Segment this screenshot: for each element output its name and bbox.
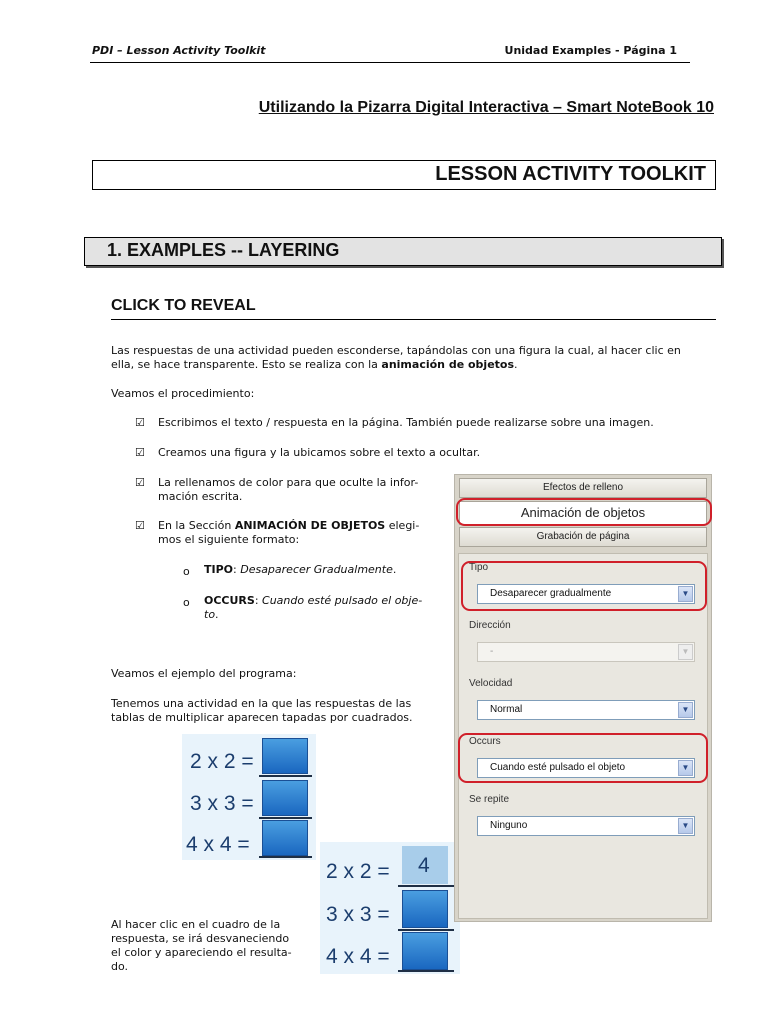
- answer-line: [259, 817, 312, 819]
- checkbox-icon: ☑: [135, 416, 145, 429]
- bullet-tipo: TIPO: Desaparecer Gradualmente.: [204, 563, 397, 576]
- closing-line-3: el color y apareciendo el resulta-: [111, 946, 292, 959]
- equation-3: 4 x 4 =: [326, 945, 390, 968]
- tile-covered: [182, 734, 316, 860]
- step-3-line-2: mación escrita.: [158, 490, 243, 503]
- highlight-ring-tipo: [461, 561, 707, 611]
- direccion-label: Dirección: [469, 620, 511, 631]
- header-rule: [90, 62, 690, 63]
- header-right: Unidad Examples - Página 1: [504, 44, 677, 57]
- bullet-occurs-line-1: OCCURS: Cuando esté pulsado el obje-: [204, 594, 423, 607]
- activity-line-2: tablas de multiplicar aparecen tapadas por cuadrados.: [111, 711, 413, 724]
- checkbox-icon: ☑: [135, 476, 145, 489]
- velocidad-select[interactable]: [477, 700, 695, 720]
- answer-cover-2[interactable]: [402, 890, 448, 928]
- section-box: [84, 237, 722, 266]
- intro-line-2: ella, se hace transparente. Esto se realiza con la animación de objetos.: [111, 358, 518, 371]
- highlight-ring-occurs: [458, 733, 708, 783]
- tab-page-recording[interactable]: Grabación de página: [459, 527, 707, 547]
- answer-cover-2[interactable]: [262, 780, 308, 816]
- answer-value: 4: [418, 854, 430, 877]
- repite-label: Se repite: [469, 794, 510, 805]
- tipo-value: Desaparecer gradualmente: [490, 588, 612, 599]
- equation-2: 3 x 3 =: [326, 903, 390, 926]
- repite-select[interactable]: [477, 816, 695, 836]
- highlight-ring-animation-tab: [456, 498, 712, 526]
- closing-line-4: do.: [111, 960, 129, 973]
- answer-cover-3[interactable]: [262, 820, 308, 856]
- checkbox-icon: ☑: [135, 519, 145, 532]
- page-title: LESSON ACTIVITY TOOLKIT: [435, 163, 706, 185]
- bullet-icon: o: [183, 565, 190, 578]
- subsection-rule: [111, 319, 716, 320]
- tile-revealed: [320, 842, 460, 974]
- answer-cover-1[interactable]: [262, 738, 308, 774]
- properties-panel: [454, 474, 712, 922]
- bullet-occurs-line-2: to.: [204, 608, 219, 621]
- answer-line: [259, 775, 312, 777]
- activity-line-1: Tenemos una actividad en la que las respuestas de las: [111, 697, 412, 710]
- answer-line: [398, 885, 454, 887]
- tab-fill-effects[interactable]: Efectos de relleno: [459, 478, 707, 498]
- answer-revealed[interactable]: [402, 846, 448, 884]
- step-4-line-1: En la Sección ANIMACIÓN DE OBJETOS elegi-: [158, 519, 420, 532]
- step-4-line-2: mos el siguiente formato:: [158, 533, 300, 546]
- answer-cover-3[interactable]: [402, 932, 448, 970]
- title-box: [92, 160, 716, 190]
- occurs-value: Cuando esté pulsado el objeto: [490, 762, 626, 773]
- equation-2: 3 x 3 =: [190, 792, 254, 815]
- direccion-select: [477, 642, 695, 662]
- velocidad-value: Normal: [490, 704, 523, 715]
- step-3-line-1: La rellenamos de color para que oculte la infor-: [158, 476, 419, 489]
- repite-value: Ninguno: [490, 820, 528, 831]
- occurs-label: Occurs: [469, 736, 501, 747]
- equation-3: 4 x 4 =: [186, 833, 250, 856]
- step-2: Creamos una figura y la ubicamos sobre el texto a ocultar.: [158, 446, 481, 459]
- answer-line: [398, 929, 454, 931]
- section-title: 1. EXAMPLES -- LAYERING: [107, 240, 340, 260]
- step-1: Escribimos el texto / respuesta en la página. También puede realizarse sobre una imagen.: [158, 416, 654, 429]
- equation-1: 2 x 2 =: [190, 750, 254, 773]
- direccion-value: -: [490, 646, 494, 657]
- bullet-icon: o: [183, 596, 190, 609]
- chevron-down-icon[interactable]: ▼: [678, 760, 693, 776]
- chevron-down-icon: ▼: [678, 644, 693, 660]
- chevron-down-icon[interactable]: ▼: [678, 702, 693, 718]
- answer-line: [398, 970, 454, 972]
- chevron-down-icon[interactable]: ▼: [678, 818, 693, 834]
- velocidad-label: Velocidad: [469, 678, 513, 689]
- procedure-text: Veamos el procedimiento:: [111, 387, 255, 400]
- subtitle: Utilizando la Pizarra Digital Interactiva – Smart NoteBook 10: [258, 99, 714, 116]
- checkbox-icon: ☑: [135, 446, 145, 459]
- answer-line: [259, 856, 312, 858]
- chevron-down-icon[interactable]: ▼: [678, 586, 693, 602]
- closing-line-1: Al hacer clic en el cuadro de la: [111, 918, 281, 931]
- header-left: PDI – Lesson Activity Toolkit: [92, 44, 266, 57]
- example-intro: Veamos el ejemplo del programa:: [111, 667, 297, 680]
- tab-object-animation[interactable]: Animación de objetos: [459, 501, 707, 525]
- closing-line-2: respuesta, se irá desvaneciendo: [111, 932, 290, 945]
- tipo-label: Tipo: [469, 562, 489, 573]
- equation-1: 2 x 2 =: [326, 860, 390, 883]
- intro-line-1: Las respuestas de una actividad pueden esconderse, tapándolas con una figura la cual, al hacer clic en: [111, 344, 681, 357]
- subsection-title: CLICK TO REVEAL: [111, 297, 256, 314]
